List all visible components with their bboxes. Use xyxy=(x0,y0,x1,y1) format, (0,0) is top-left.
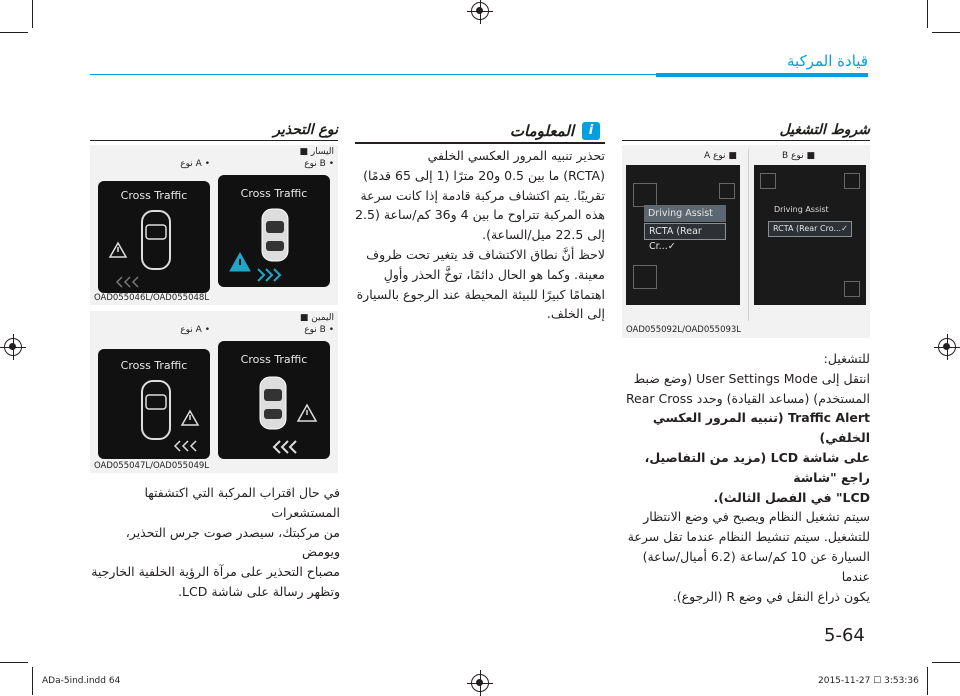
instructions-heading: للتشغيل: xyxy=(823,351,870,366)
title-underline xyxy=(90,140,338,141)
crop-mark xyxy=(32,667,33,695)
registration-mark-icon xyxy=(938,338,956,356)
lcd-icon-box xyxy=(719,183,735,199)
crop-mark xyxy=(927,0,928,28)
page-number: 5-64 xyxy=(824,625,865,646)
cross-traffic-screen-type-a xyxy=(98,349,210,459)
type-a-label: • A نوع xyxy=(180,325,210,335)
info-line: تقريبًا. يتم اكتشاف مركبة قادمة إذا كانت سرعة xyxy=(360,187,605,203)
info-line: إلى الخلف. xyxy=(546,306,605,322)
lcd-icon-box xyxy=(633,183,657,207)
warning-line: في حال اقتراب المركبة التي اكتشفتها المستشعرات xyxy=(144,485,340,520)
screen-title: Cross Traffic xyxy=(120,189,188,202)
car-top-icon xyxy=(98,181,210,293)
instruction-line: السيارة عن 10 كم/ساعة (6.2 أميال/ساعة) عندما xyxy=(642,548,870,584)
warning-line: وتظهر رسالة على شاشة LCD. xyxy=(178,583,340,599)
crop-mark xyxy=(932,662,960,663)
crop-mark xyxy=(32,0,33,28)
info-line: اهتمامًا كبيرًا للبيئة المحيطة عند الرجوع بالسيارة xyxy=(356,286,605,302)
footer-file: ADa-5ind.indd 64 xyxy=(42,676,121,686)
screen-title: Cross Traffic xyxy=(120,359,188,372)
right-warning-figure xyxy=(90,311,338,473)
screen-title: Cross Traffic xyxy=(240,187,308,200)
warning-type-title: نوع التحذير xyxy=(273,122,338,138)
cross-traffic-screen-type-a xyxy=(98,181,210,293)
information-body xyxy=(355,146,605,324)
info-line: تحذير تنبيه المرور العكسي الخلفي xyxy=(427,148,605,163)
type-b-label: • B نوع xyxy=(304,325,334,335)
crop-mark xyxy=(0,662,28,663)
instruction-line: سيتم تشغيل النظام ويصبح في وضع الانتظار xyxy=(643,509,870,525)
rcta-menu-item: RCTA (Rear Cr...✓ xyxy=(644,223,726,240)
info-line: لاحظ أنَّ نطاق الاكتشاف قد يتغير تحت ظروف xyxy=(366,246,605,262)
type-b-label: • B نوع xyxy=(304,159,334,169)
lcd-icon-box xyxy=(844,281,860,297)
driving-assist-menu: Driving Assist xyxy=(774,205,829,214)
warning-line: من مركبتك، سيصدر صوت جرس التحذير، ويومض xyxy=(125,524,340,560)
figure-code: OAD055092L/OAD055093L xyxy=(626,325,742,335)
lcd-icon-box xyxy=(760,173,776,189)
type-a-label: • A نوع xyxy=(180,159,210,169)
section-header: قيادة المركبة xyxy=(787,52,868,70)
car-top-icon xyxy=(98,349,210,459)
instruction-line: انتقل إلى User Settings Mode (وضع ضبط xyxy=(633,370,870,386)
registration-mark-icon xyxy=(4,338,22,356)
lcd-icon-box xyxy=(633,265,657,289)
info-rule xyxy=(355,142,605,144)
screen-title: Cross Traffic xyxy=(240,353,308,366)
driving-assist-menu: Driving Assist xyxy=(644,205,726,222)
instruction-line: للتشغيل. سيتم تنشيط النظام عندما تقل سرعة xyxy=(627,529,870,545)
type-a-label: A نوع ■ xyxy=(704,151,737,161)
operating-instructions xyxy=(618,349,870,606)
operating-conditions-title: شروط التشغيل xyxy=(779,122,870,138)
registration-mark-icon xyxy=(471,2,489,20)
rcta-menu-item: RCTA (Rear Cro...✓ xyxy=(768,221,852,237)
instruction-line-bold: LCD" في الفصل الثالث). xyxy=(713,489,870,505)
left-warning-figure xyxy=(90,145,338,305)
lcd-screen-type-a xyxy=(626,165,740,305)
check-icon: ✓ xyxy=(841,224,848,233)
info-line: هذه المركبة تتراوح ما بين 4 و36 كم/ساعة (2.5 xyxy=(355,207,605,223)
type-b-label: B نوع ■ xyxy=(782,151,815,161)
information-title: المعلومات xyxy=(509,122,574,140)
lcd-screen-type-b xyxy=(754,165,866,305)
crop-mark xyxy=(927,667,928,695)
info-icon: i xyxy=(582,122,600,140)
warning-type-body xyxy=(90,483,340,602)
figure-divider xyxy=(748,149,749,321)
crop-mark xyxy=(932,32,960,33)
car-top-icon xyxy=(218,341,330,459)
figure-code: OAD055046L/OAD055048L xyxy=(94,293,210,303)
info-line: (RCTA) ما بين 0.5 و20 مترًا (1 إلى 65 قدمًا) xyxy=(363,167,605,183)
rcta-settings-figure xyxy=(622,145,870,338)
cross-traffic-screen-type-b xyxy=(218,175,330,287)
info-line: إلى 22.5 ميل/الساعة). xyxy=(482,227,605,243)
instruction-line: المستخدم) (مساعد القيادة) وحدد Rear Cross xyxy=(625,390,870,406)
warning-line: مصباح التحذير على مرآة الرؤية الخلفية الخارجية xyxy=(91,564,340,580)
footer-date: 2015-11-27 ☐ 3:53:36 xyxy=(818,676,919,686)
side-label-right: اليمين ■ xyxy=(299,313,334,323)
header-accent-bar xyxy=(656,73,868,77)
instruction-line-bold: على شاشة LCD (مزيد من التفاصيل، راجع "شاشة xyxy=(644,449,870,485)
side-label-left: اليسار ■ xyxy=(299,147,334,157)
figure-code: OAD055047L/OAD055049L xyxy=(94,461,210,471)
crop-mark xyxy=(0,32,28,33)
instruction-line: يكون ذراع النقل في وضع R (الرجوع). xyxy=(672,588,870,604)
title-underline xyxy=(622,140,870,141)
registration-mark-icon xyxy=(471,674,489,692)
instruction-line-bold: Traffic Alert (تنبيه المرور العكسي الخلفي) xyxy=(652,410,870,446)
check-icon: ✓ xyxy=(667,241,676,252)
cross-traffic-screen-type-b xyxy=(218,341,330,459)
info-line: معينة. وكما هو الحال دائمًا، توخَّ الحذر وأولِ xyxy=(383,266,605,282)
car-top-icon xyxy=(218,175,330,287)
lcd-icon-box xyxy=(844,173,860,189)
